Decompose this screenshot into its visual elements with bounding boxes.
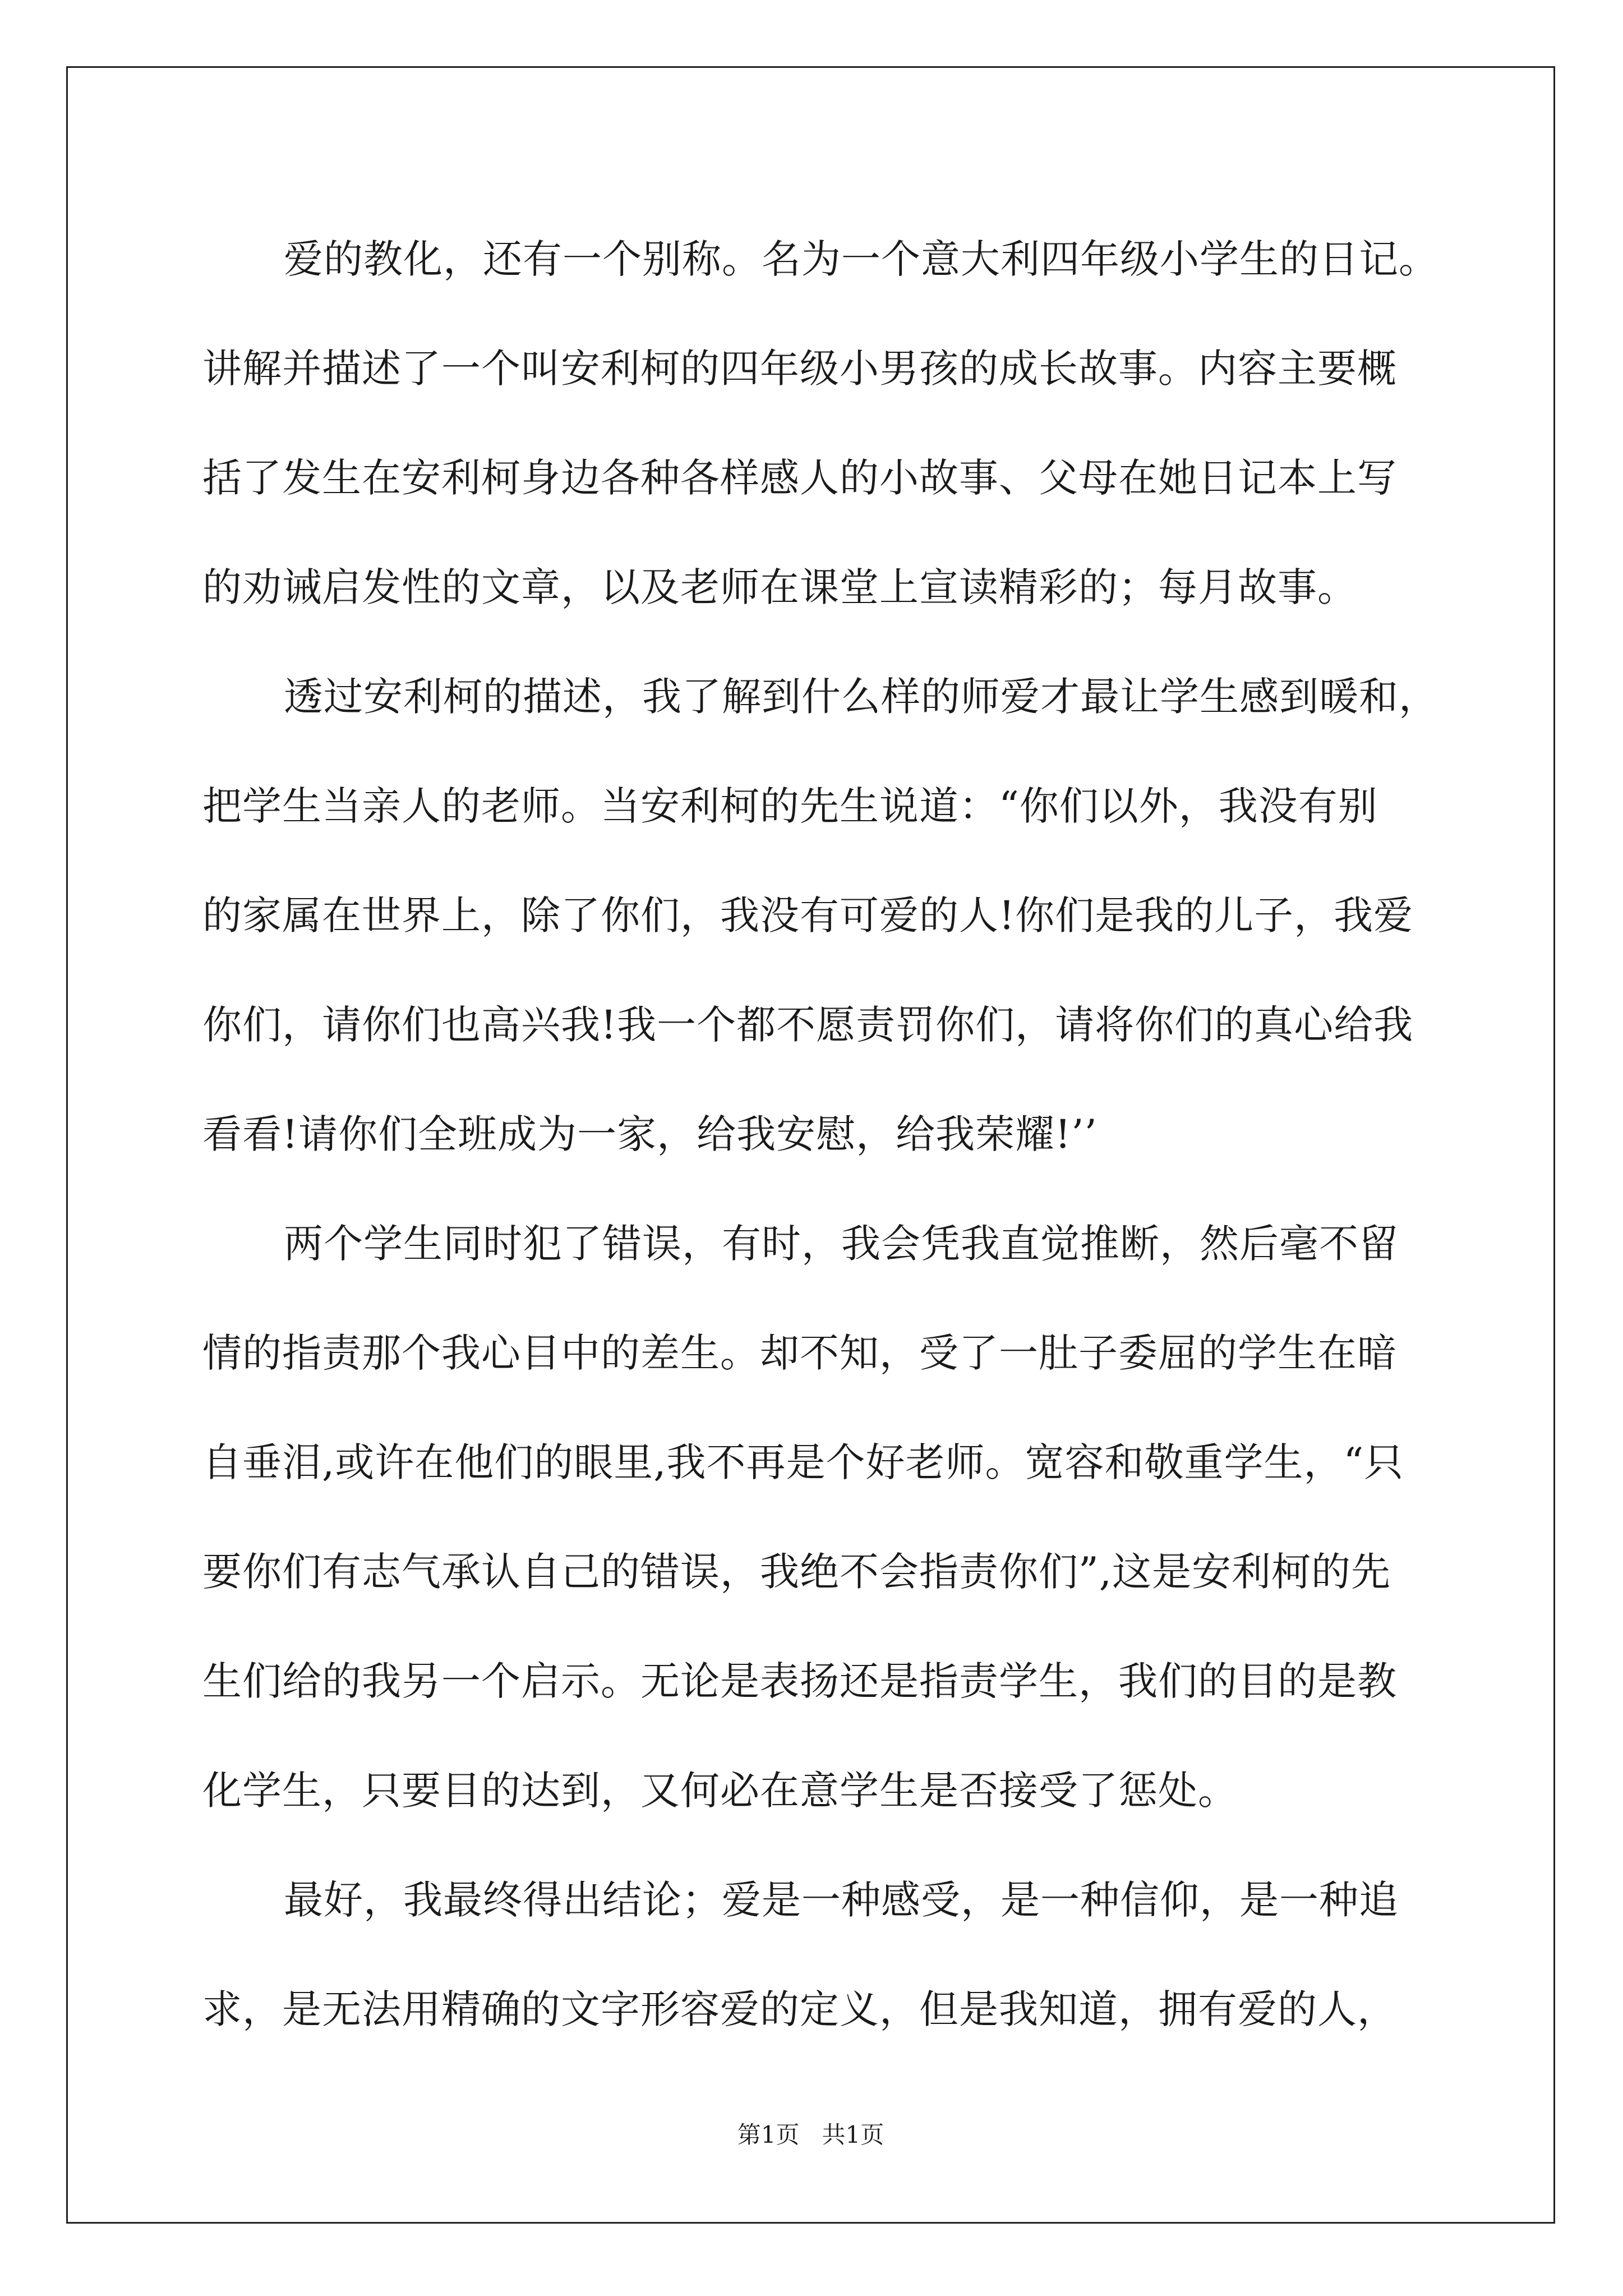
page-frame — [66, 66, 1555, 2224]
paragraph-2-line-2: 把学生当亲人的老师。当安利柯的先生说道：“你们以外，我没有别 — [202, 783, 1378, 829]
paragraph-4-line-1: 最好，我最终得出结论；爱是一种感受，是一种信仰，是一种追 — [284, 1877, 1399, 1923]
paragraph-4-line-2: 求，是无法用精确的文字形容爱的定义，但是我知道，拥有爱的人， — [202, 1986, 1397, 2032]
paragraph-1-line-3: 括了发生在安利柯身边各种各样感人的小故事、父母在她日记本上写 — [202, 455, 1397, 501]
paragraph-3-line-5: 生们给的我另一个启示。无论是表扬还是指责学生，我们的目的是教 — [202, 1658, 1397, 1704]
paragraph-3-line-4: 要你们有志气承认自己的错误，我绝不会指责你们”,这是安利柯的先 — [202, 1549, 1391, 1595]
paragraph-3-line-2: 情的指责那个我心目中的差生。却不知，受了一肚子委屈的学生在暗 — [202, 1330, 1397, 1376]
paragraph-3-line-1: 两个学生同时犯了错误，有时，我会凭我直觉推断，然后毫不留 — [284, 1221, 1399, 1267]
paragraph-2-line-4: 你们，请你们也高兴我!我一个都不愿责罚你们，请将你们的真心给我 — [202, 1002, 1414, 1048]
document-body — [68, 68, 1553, 2222]
page-footer — [68, 2121, 1553, 2149]
paragraph-2-line-3: 的家属在世界上，除了你们，我没有可爱的人!你们是我的儿子，我爱 — [202, 892, 1414, 938]
total-pages: 共1页 — [822, 2121, 884, 2148]
paragraph-2-line-5: 看看!请你们全班成为一家，给我安慰，给我荣耀!’’ — [202, 1111, 1098, 1157]
paragraph-1-line-1: 爱的教化，还有一个别称。名为一个意大利四年级小学生的日记。 — [284, 236, 1438, 282]
paragraph-1-line-2: 讲解并描述了一个叫安利柯的四年级小男孩的成长故事。内容主要概 — [202, 346, 1397, 392]
paragraph-2-line-1: 透过安利柯的描述，我了解到什么样的师爱才最让学生感到暖和， — [284, 674, 1438, 720]
page-number: 第1页 — [737, 2121, 800, 2148]
paragraph-3-line-6: 化学生，只要目的达到，又何必在意学生是否接受了惩处。 — [202, 1768, 1238, 1814]
paragraph-3-line-3: 自垂泪,或许在他们的眼里,我不再是个好老师。宽容和敬重学生，“只 — [202, 1439, 1404, 1485]
paragraph-1-line-4: 的劝诫启发性的文章，以及老师在课堂上宣读精彩的；每月故事。 — [202, 564, 1357, 610]
